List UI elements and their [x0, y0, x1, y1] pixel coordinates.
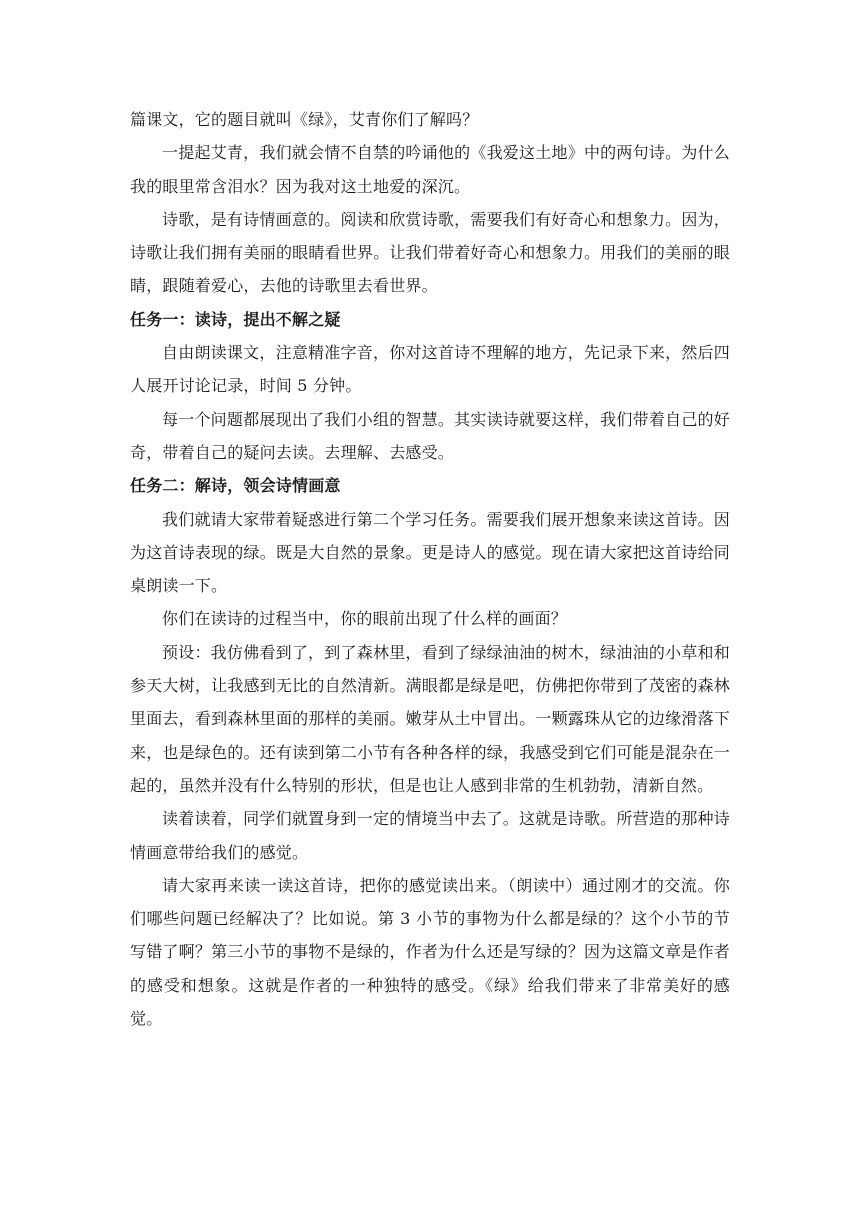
paragraph: 每一个问题都展现出了我们小组的智慧。其实读诗就要这样，我们带着自己的好奇，带着自己的疑问去读。去理解、去感受。 [130, 409, 730, 462]
document-body [130, 103, 730, 1035]
paragraph: 篇课文，它的题目就叫《绿》，艾青你们了解吗？ [130, 110, 479, 129]
paragraph: 我们就请大家带着疑惑进行第二个学习任务。需要我们展开想象来读这首诗。因为这首诗表现的绿。既是大自然的景象。更是诗人的感觉。现在请大家把这首诗给同桌朗读一下。 [130, 509, 730, 596]
paragraph: 请大家再来读一读这首诗，把你的感觉读出来。（朗读中）通过刚才的交流。你们哪些问题已经解决了？比如说。第 3 小节的事物为什么都是绿的？这个小节的节写错了啊？第三小节的事物不是绿的，作者为什么还是写绿的？因为这篇文章是作者的感受和想象。这就是作者的一种独特的感受。《绿》给我们带来了非常美好的感觉。 [130, 875, 730, 1029]
paragraph: 你们在读诗的过程当中，你的眼前出现了什么样的画面？ [162, 609, 568, 629]
paragraph: 自由朗读课文，注意精准字音，你对这首诗不理解的地方，先记录下来，然后四人展开讨论记录，时间 5 分钟。 [130, 343, 730, 396]
paragraph: 诗歌，是有诗情画意的。阅读和欣赏诗歌，需要我们有好奇心和想象力。因为，诗歌让我们拥有美丽的眼睛看世界。让我们带着好奇心和想象力。用我们的美丽的眼睛，跟随着爱心，去他的诗歌里去看世界。 [130, 209, 730, 296]
paragraph: 一提起艾青，我们就会情不自禁的吟诵他的《我爱这土地》中的两句诗。为什么我的眼里常含泪水？因为我对这土地爱的深沉。 [130, 143, 730, 196]
paragraph: 读着读着，同学们就置身到一定的情境当中去了。这就是诗歌。所营造的那种诗情画意带给我们的感觉。 [130, 809, 730, 862]
paragraph: 预设：我仿佛看到了，到了森林里，看到了绿绿油油的树木，绿油油的小草和和参天大树，让我感到无比的自然清新。满眼都是绿是吧，仿佛把你带到了茂密的森林里面去，看到森林里面的那样的美丽。嫩芽从土中冒出。一颗露珠从它的边缘滑落下来，也是绿色的。还有读到第二小节有各种各样的绿，我感受到它们可能是混杂在一起的，虽然并没有什么特别的形状，但是也让人感到非常的生机勃勃，清新自然。 [130, 642, 730, 795]
section-heading-task-1: 任务一：读诗，提出不解之疑 [130, 309, 341, 329]
section-heading-task-2: 任务二：解诗，领会诗情画意 [130, 476, 341, 496]
